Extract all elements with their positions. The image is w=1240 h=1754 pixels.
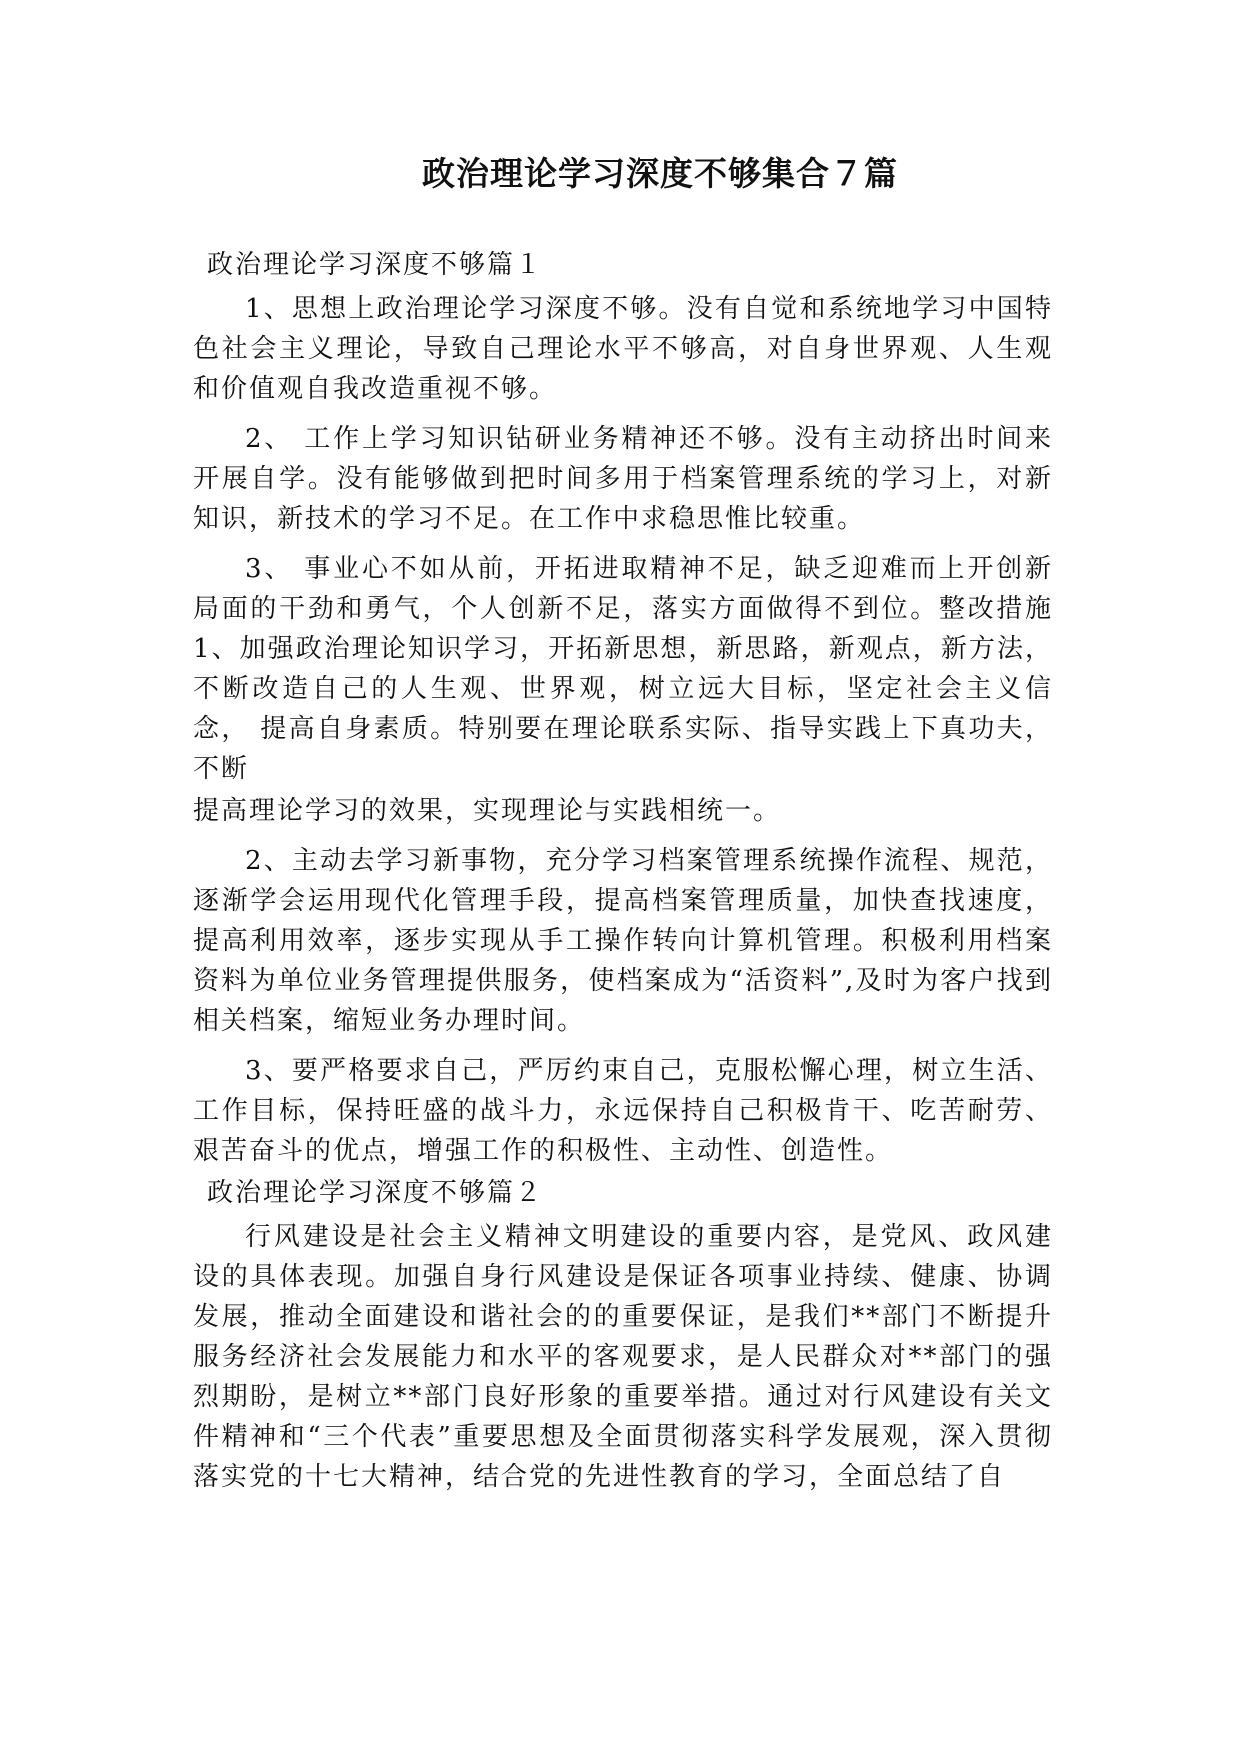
paragraph: 2、主动去学习新事物，充分学习档案管理系统操作流程、规范，逐渐学会运用现代化管理手段，提高档案管理质量，加快查找速度，提高利用效率，逐步实现从手工操作转向计算机管理。积极利用档案资料为单位业务管理提供服务，使档案成为“活资料”,及时为客户找到相关档案，缩短业务办理时间。 [193, 846, 1053, 1036]
paragraph: 3、要严格要求自己，严厉约束自己，克服松懈心理，树立生活、工作目标，保持旺盛的战斗力，永远保持自己积极肯干、吃苦耐劳、艰苦奋斗的优点，增强工作的积极性、主动性、创造性。 [193, 1056, 1053, 1166]
paragraph: 3、 事业心不如从前，开拓进取精神不足，缺乏迎难而上开创新 局面的干劲和勇气，个人创新不足，落实方面做得不到位。整改措施 1、加强政治理论知识学习，开拓新思想，新思路，新观点，新方法， 不断改造自己的人生观、世界观，树立远大目标，坚定社会主义信念， 提高自身素质。特别要在理论联系实际、指导实践上下真功夫，不断 [193, 554, 1053, 784]
paragraph: 1、思想上政治理论学习深度不够。没有自觉和系统地学习中国特色社会主义理论，导致自己理论水平不够高，对自身世界观、人生观和价值观自我改造重视不够。 [193, 294, 1053, 404]
paragraph: 2、 工作上学习知识钻研业务精神还不够。没有主动挤出时间来 开展自学。没有能够做到把时间多用于档案管理系统的学习上，对新 知识，新技术的学习不足。在工作中求稳思惟比较重。 [193, 424, 1053, 534]
section-1 [193, 245, 1053, 1171]
section-heading: 政治理论学习深度不够篇２ [207, 1178, 544, 1208]
section-heading: 政治理论学习深度不够篇１ [207, 250, 544, 280]
paragraph: 提高理论学习的效果，实现理论与实践相统一。 [193, 796, 782, 826]
paragraph: 行风建设是社会主义精神文明建设的重要内容，是党风、政风建设的具体表现。加强自身行风建设是保证各项事业持续、健康、协调发展，推动全面建设和谐社会的的重要保证，是我们**部门不断提升服务经济社会发展能力和水平的客观要求，是人民群众对**部门的强烈期盼，是树立**部门良好形象的重要举措。通过对行风建设有关文件精神和“三个代表”重要思想及全面贯彻落实科学发展观，深入贯彻落实党的十七大精神，结合党的先进性教育的学习，全面总结了自 [193, 1222, 1053, 1492]
section-2 [193, 1173, 1053, 1497]
document-title: 政治理论学习深度不够集合７篇 [422, 154, 898, 193]
document-body [193, 245, 1053, 1507]
